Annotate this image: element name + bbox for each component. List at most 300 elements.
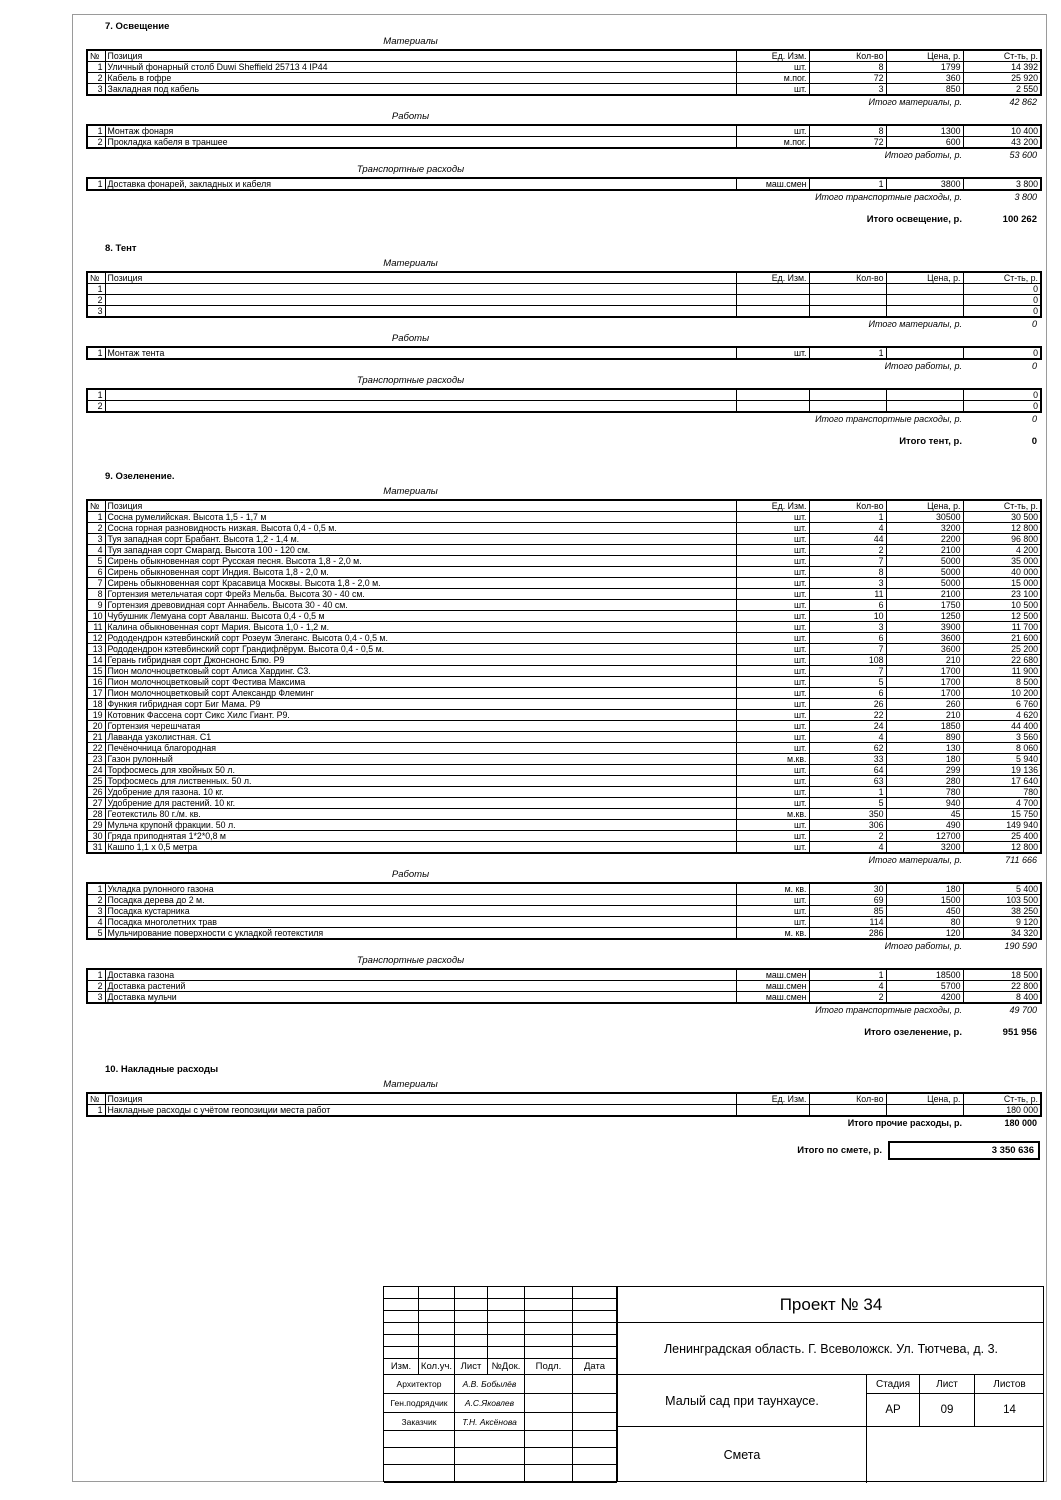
- cell-unit: маш.смен: [736, 992, 809, 1004]
- cell-cost: 12 800: [963, 842, 1041, 854]
- estimate-sections: [86, 14, 1040, 1160]
- cell-num: 1: [87, 125, 105, 137]
- cell-num: 1: [87, 178, 105, 190]
- cell-cost: 40 000: [963, 567, 1041, 578]
- cell-price: 360: [886, 73, 963, 84]
- cell-price: 1700: [886, 688, 963, 699]
- title-block-header-cell: Лист: [455, 1359, 488, 1375]
- header-cell-unit: Ед. Изм.: [736, 272, 809, 284]
- table-row: [87, 295, 1041, 306]
- cell-num: 6: [87, 567, 105, 578]
- cell-price: 1300: [886, 125, 963, 137]
- cell-price: [886, 389, 963, 401]
- section-total-label: Итого озеленение, р.: [864, 1027, 962, 1038]
- title-block-cell: [525, 1299, 573, 1311]
- cell-cost: 4 200: [963, 545, 1041, 556]
- table-row: [87, 831, 1041, 842]
- cell-unit: шт.: [736, 842, 809, 854]
- cell-position: Закладная под кабель: [105, 84, 736, 96]
- cell-num: 3: [87, 84, 105, 96]
- cell-unit: шт.: [736, 776, 809, 787]
- cell-price: 299: [886, 765, 963, 776]
- cell-unit: шт.: [736, 611, 809, 622]
- cell-price: 940: [886, 798, 963, 809]
- cell-cost: 44 400: [963, 721, 1041, 732]
- cell-position: Сирень обыкновенная сорт Красавица Москвы. Высота 1,8 - 2,0 м.: [105, 578, 736, 589]
- cell-price: 3200: [886, 842, 963, 854]
- cell-position: Пион молочноцветковый сорт Фестива Максима: [105, 677, 736, 688]
- section-overhead: [86, 1064, 1040, 1129]
- cell-unit: шт.: [736, 906, 809, 917]
- cell-num: 8: [87, 589, 105, 600]
- cell-unit: м.кв.: [736, 809, 809, 820]
- stage-table-values: [867, 1394, 1044, 1426]
- title-block-cell: [573, 1335, 617, 1347]
- group-total-value: 190 590: [1004, 941, 1037, 951]
- title-block-header-cell: Подл.: [525, 1359, 573, 1375]
- title-block-cell: [488, 1299, 525, 1311]
- cell-unit: шт.: [736, 578, 809, 589]
- cell-num: 21: [87, 732, 105, 743]
- estimate-table: [86, 271, 1042, 318]
- cell-position: Доставка растений: [105, 981, 736, 992]
- cell-qty: 114: [809, 917, 886, 928]
- cell-unit: [736, 401, 809, 413]
- table-row: [87, 928, 1041, 940]
- cell-cost: 5 400: [963, 883, 1041, 895]
- table-row: [87, 787, 1041, 798]
- cell-position: [105, 389, 736, 401]
- cell-qty: 2: [809, 545, 886, 556]
- cell-position: Кашпо 1,1 х 0,5 метра: [105, 842, 736, 854]
- cell-unit: шт.: [736, 655, 809, 666]
- cell-num: 4: [87, 545, 105, 556]
- cell-unit: шт.: [736, 589, 809, 600]
- table-row: [87, 895, 1041, 906]
- cell-qty: 8: [809, 62, 886, 73]
- cell-cost: 30 500: [963, 512, 1041, 523]
- cell-num: 1: [87, 969, 105, 981]
- cell-cost: 35 000: [963, 556, 1041, 567]
- cell-unit: шт.: [736, 666, 809, 677]
- header-cell-cost: Ст-ть, р.: [963, 1093, 1041, 1105]
- sheets-value: 14: [974, 1394, 1044, 1426]
- group-total-label: Итого транспортные расходы, р.: [815, 1005, 962, 1015]
- group-subtitle: Транспортные расходы: [356, 164, 465, 175]
- table-row: [87, 84, 1041, 96]
- cell-unit: шт.: [736, 567, 809, 578]
- section-title: 10. Накладные расходы: [105, 1064, 219, 1075]
- cell-qty: [809, 284, 886, 295]
- title-block-cell: [525, 1448, 573, 1465]
- cell-qty: 72: [809, 73, 886, 84]
- cell-cost: 11 900: [963, 666, 1041, 677]
- cell-cost: 5 940: [963, 754, 1041, 765]
- cell-position: Доставка фонарей, закладных и кабеля: [105, 178, 736, 190]
- title-block-header-cell: №Док.: [488, 1359, 525, 1375]
- cell-price: 450: [886, 906, 963, 917]
- title-block-cell: [384, 1448, 455, 1465]
- table-row: [87, 666, 1041, 677]
- cell-price: 180: [886, 883, 963, 895]
- group-subtitle: Материалы: [383, 36, 438, 47]
- table-row: [87, 809, 1041, 820]
- cell-qty: 286: [809, 928, 886, 940]
- cell-num: 2: [87, 895, 105, 906]
- cell-num: 2: [87, 73, 105, 84]
- grand-total: [86, 1141, 1040, 1160]
- cell-num: 16: [87, 677, 105, 688]
- cell-position: Пион молочноцветковый сорт Александр Флеминг: [105, 688, 736, 699]
- group-total-label: Итого работы, р.: [884, 150, 962, 160]
- cell-cost: 17 640: [963, 776, 1041, 787]
- group-subtitle: Работы: [391, 333, 430, 344]
- header-cell-position: Позиция: [105, 1093, 736, 1105]
- cell-qty: 24: [809, 721, 886, 732]
- table-row: [87, 644, 1041, 655]
- cell-qty: 10: [809, 611, 886, 622]
- cell-position: Кабель в гофре: [105, 73, 736, 84]
- cell-num: 11: [87, 622, 105, 633]
- cell-position: Герань гибридная сорт Джонснонс Блю. Р9: [105, 655, 736, 666]
- cell-position: Уличный фонарный столб Duwi Sheffield 25713 4 IP44: [105, 62, 736, 73]
- table-row: [87, 137, 1041, 149]
- stage-table: [866, 1375, 1044, 1426]
- cell-qty: 30: [809, 883, 886, 895]
- cell-position: Доставка газона: [105, 969, 736, 981]
- cell-price: 130: [886, 743, 963, 754]
- header-cell-price: Цена, р.: [886, 1093, 963, 1105]
- table-row: [87, 567, 1041, 578]
- cell-unit: шт.: [736, 600, 809, 611]
- table-row: [87, 523, 1041, 534]
- title-block-cell: [488, 1323, 525, 1335]
- cell-price: 890: [886, 732, 963, 743]
- header-cell-qty: Кол-во: [809, 1093, 886, 1105]
- cell-price: 3900: [886, 622, 963, 633]
- cell-price: 600: [886, 137, 963, 149]
- cell-price: 280: [886, 776, 963, 787]
- group-total-value: 0: [1031, 361, 1037, 371]
- cell-cost: 25 200: [963, 644, 1041, 655]
- cell-unit: шт.: [736, 512, 809, 523]
- cell-price: [886, 347, 963, 359]
- group-total-value: 711 666: [1005, 855, 1037, 865]
- title-block-middle-row: [618, 1375, 1044, 1427]
- cell-num: 2: [87, 295, 105, 306]
- group-total: [86, 97, 1040, 108]
- header-cell-position: Позиция: [105, 272, 736, 284]
- cell-position: Посадка многолетних трав: [105, 917, 736, 928]
- cell-cost: 180 000: [963, 1105, 1041, 1117]
- title-block-cell: [384, 1431, 455, 1448]
- cell-price: [886, 284, 963, 295]
- cell-unit: шт.: [736, 743, 809, 754]
- signature-name: А.С.Яковлев: [455, 1394, 525, 1413]
- cell-price: 490: [886, 820, 963, 831]
- cell-position: Лаванда узколистная. С1: [105, 732, 736, 743]
- cell-price: 1500: [886, 895, 963, 906]
- cell-qty: 108: [809, 655, 886, 666]
- title-block-cell: [573, 1311, 617, 1323]
- cell-position: Удобрение для растений. 10 кг.: [105, 798, 736, 809]
- cell-cost: 25 400: [963, 831, 1041, 842]
- title-block-cell: [419, 1335, 455, 1347]
- cell-price: 120: [886, 928, 963, 940]
- title-block-right: [617, 1287, 1044, 1481]
- cell-position: [105, 401, 736, 413]
- header-cell-unit: Ед. Изм.: [736, 50, 809, 62]
- cell-num: 3: [87, 306, 105, 318]
- table-row: [87, 992, 1041, 1004]
- cell-position: Посадка кустарника: [105, 906, 736, 917]
- grand-total-value: 3 350 636: [888, 1141, 1040, 1160]
- cell-unit: маш.смен: [736, 969, 809, 981]
- title-block-cell: [384, 1323, 419, 1335]
- cell-qty: 64: [809, 765, 886, 776]
- cell-qty: 72: [809, 137, 886, 149]
- title-block-cell: [488, 1311, 525, 1323]
- cell-price: 210: [886, 710, 963, 721]
- signature-role: Ген.подрядчик: [384, 1394, 455, 1413]
- cell-position: Монтаж фонаря: [105, 125, 736, 137]
- cell-num: 1: [87, 347, 105, 359]
- cell-position: Мульча крупонй фракции. 50 л.: [105, 820, 736, 831]
- signature-role: Заказчик: [384, 1413, 455, 1431]
- header-row: [87, 50, 1041, 62]
- header-cell-position: Позиция: [105, 50, 736, 62]
- table-row: [87, 589, 1041, 600]
- cell-unit: шт.: [736, 721, 809, 732]
- header-cell-cost: Ст-ть, р.: [963, 50, 1041, 62]
- table-row: [87, 389, 1041, 401]
- signature-sign: [525, 1394, 573, 1413]
- cell-price: 850: [886, 84, 963, 96]
- cell-unit: шт.: [736, 644, 809, 655]
- cell-price: 1700: [886, 677, 963, 688]
- group-total-value: 3 800: [1014, 192, 1037, 202]
- cell-num: 5: [87, 928, 105, 940]
- cell-num: 28: [87, 809, 105, 820]
- cell-num: 5: [87, 556, 105, 567]
- cell-position: Сосна румелийская. Высота 1,5 - 1,7 м: [105, 512, 736, 523]
- cell-price: 3600: [886, 633, 963, 644]
- group-total: [86, 361, 1040, 372]
- title-block-cell: [525, 1347, 573, 1359]
- project-address: Ленинградская область. Г. Всеволожск. Ул. Тютчева, д. 3.: [618, 1323, 1044, 1375]
- cell-price: 260: [886, 699, 963, 710]
- cell-num: 24: [87, 765, 105, 776]
- cell-qty: 26: [809, 699, 886, 710]
- cell-qty: 4: [809, 732, 886, 743]
- cell-num: 3: [87, 534, 105, 545]
- cell-cost: 15 750: [963, 809, 1041, 820]
- cell-cost: 0: [963, 284, 1041, 295]
- cell-qty: 3: [809, 578, 886, 589]
- group-total-value: 0: [1031, 414, 1037, 424]
- cell-num: 9: [87, 600, 105, 611]
- cell-num: 31: [87, 842, 105, 854]
- cell-price: 2100: [886, 589, 963, 600]
- group-total-label: Итого материалы, р.: [868, 319, 962, 329]
- cell-cost: 10 200: [963, 688, 1041, 699]
- cell-cost: 0: [963, 389, 1041, 401]
- table-row: [87, 688, 1041, 699]
- cell-price: 180: [886, 754, 963, 765]
- cell-unit: [736, 306, 809, 318]
- cell-cost: 34 320: [963, 928, 1041, 940]
- cell-num: 15: [87, 666, 105, 677]
- cell-cost: 18 500: [963, 969, 1041, 981]
- cell-num: 10: [87, 611, 105, 622]
- cell-position: Мульчирование поверхности с укладкой геотекстиля: [105, 928, 736, 940]
- title-block: [383, 1286, 1044, 1482]
- cell-cost: 11 700: [963, 622, 1041, 633]
- cell-qty: 4: [809, 523, 886, 534]
- cell-position: Посадка дерева до 2 м.: [105, 895, 736, 906]
- cell-qty: 4: [809, 842, 886, 854]
- cell-unit: шт.: [736, 534, 809, 545]
- table-row: [87, 842, 1041, 854]
- cell-unit: шт.: [736, 699, 809, 710]
- cell-cost: 25 920: [963, 73, 1041, 84]
- cell-qty: [809, 401, 886, 413]
- header-cell-qty: Кол-во: [809, 272, 886, 284]
- title-block-cell: [384, 1287, 419, 1299]
- cell-qty: 62: [809, 743, 886, 754]
- cell-qty: 2: [809, 831, 886, 842]
- cell-num: 20: [87, 721, 105, 732]
- table-row: [87, 347, 1041, 359]
- header-cell-cost: Ст-ть, р.: [963, 500, 1041, 512]
- cell-position: Гряда приподнятая 1*2*0,8 м: [105, 831, 736, 842]
- cell-qty: 63: [809, 776, 886, 787]
- title-block-empty-cell: [866, 1427, 1044, 1483]
- table-row: [87, 556, 1041, 567]
- table-row: [87, 906, 1041, 917]
- title-block-cell: [488, 1347, 525, 1359]
- header-cell-qty: Кол-во: [809, 50, 886, 62]
- table-row: [87, 721, 1041, 732]
- title-block-cell: [573, 1323, 617, 1335]
- group-total: [86, 941, 1040, 952]
- cell-price: 45: [886, 809, 963, 820]
- cell-price: 5700: [886, 981, 963, 992]
- cell-position: Сирень обыкновенная сорт Русская песня. Высота 1,8 - 2,0 м.: [105, 556, 736, 567]
- cell-cost: 0: [963, 295, 1041, 306]
- header-row: [87, 500, 1041, 512]
- cell-qty: 7: [809, 556, 886, 567]
- table-row: [87, 512, 1041, 523]
- cell-unit: [736, 1105, 809, 1117]
- cell-price: 12700: [886, 831, 963, 842]
- cell-qty: 7: [809, 644, 886, 655]
- signature-sign: [525, 1375, 573, 1394]
- table-row: [87, 798, 1041, 809]
- title-block-cell: [488, 1287, 525, 1299]
- cell-price: 3200: [886, 523, 963, 534]
- table-row: [87, 883, 1041, 895]
- cell-num: 1: [87, 1105, 105, 1117]
- cell-num: 12: [87, 633, 105, 644]
- cell-position: Туя западная сорт Брабант. Высота 1,2 - 1,4 м.: [105, 534, 736, 545]
- cell-cost: 103 500: [963, 895, 1041, 906]
- section-total-label: Итого освещение, р.: [866, 214, 962, 225]
- group-subtitle: Материалы: [383, 486, 438, 497]
- cell-qty: 2: [809, 992, 886, 1004]
- title-block-cell: [525, 1311, 573, 1323]
- cell-unit: маш.смен: [736, 981, 809, 992]
- title-block-cell: [384, 1465, 455, 1483]
- table-row: [87, 765, 1041, 776]
- title-block-cell: [455, 1448, 525, 1465]
- cell-unit: шт.: [736, 820, 809, 831]
- group-total-label: Итого материалы, р.: [868, 855, 962, 865]
- section-total: [86, 214, 1040, 226]
- header-cell-num: №: [87, 500, 105, 512]
- cell-num: 19: [87, 710, 105, 721]
- cell-price: 3600: [886, 644, 963, 655]
- cell-unit: шт.: [736, 787, 809, 798]
- group-total-label: Итого работы, р.: [884, 361, 962, 371]
- cell-unit: м.пог.: [736, 137, 809, 149]
- table-row: [87, 534, 1041, 545]
- cell-position: Доставка мульчи: [105, 992, 736, 1004]
- title-block-cell: [525, 1431, 573, 1448]
- cell-unit: шт.: [736, 622, 809, 633]
- cell-qty: 8: [809, 567, 886, 578]
- object-name: Малый сад при таунхаусе.: [665, 1393, 819, 1408]
- table-row: [87, 284, 1041, 295]
- title-block-header-cell: Изм.: [384, 1359, 419, 1375]
- cell-unit: шт.: [736, 798, 809, 809]
- cell-num: 18: [87, 699, 105, 710]
- cell-num: 3: [87, 906, 105, 917]
- cell-num: 26: [87, 787, 105, 798]
- cell-position: Туя западная сорт Смарагд. Высота 100 - 120 см.: [105, 545, 736, 556]
- title-block-cell: [573, 1448, 617, 1465]
- cell-unit: шт.: [736, 765, 809, 776]
- cell-price: [886, 1105, 963, 1117]
- title-block-header-cell: Кол.уч.: [419, 1359, 455, 1375]
- cell-qty: 5: [809, 798, 886, 809]
- title-block-cell: [455, 1465, 525, 1483]
- cell-unit: шт.: [736, 545, 809, 556]
- cell-qty: 1: [809, 512, 886, 523]
- title-block-cell: [525, 1465, 573, 1483]
- title-block-cell: [573, 1465, 617, 1483]
- project-title: Проект № 34: [618, 1287, 1044, 1323]
- cell-cost: 19 136: [963, 765, 1041, 776]
- estimate-table: [86, 124, 1042, 149]
- table-row: [87, 820, 1041, 831]
- cell-num: 1: [87, 389, 105, 401]
- group-total-value: 180 000: [1004, 1118, 1037, 1128]
- title-block-cell: [455, 1335, 488, 1347]
- cell-num: 2: [87, 981, 105, 992]
- cell-price: 3800: [886, 178, 963, 190]
- header-cell-num: №: [87, 1093, 105, 1105]
- cell-position: Торфосмесь для хвойных 50 л.: [105, 765, 736, 776]
- cell-price: 1799: [886, 62, 963, 73]
- table-row: [87, 545, 1041, 556]
- cell-qty: 5: [809, 677, 886, 688]
- table-row: [87, 710, 1041, 721]
- estimate-table: [86, 1092, 1042, 1117]
- sheets-label: Листов: [974, 1375, 1044, 1393]
- cell-unit: маш.смен: [736, 178, 809, 190]
- header-cell-unit: Ед. Изм.: [736, 500, 809, 512]
